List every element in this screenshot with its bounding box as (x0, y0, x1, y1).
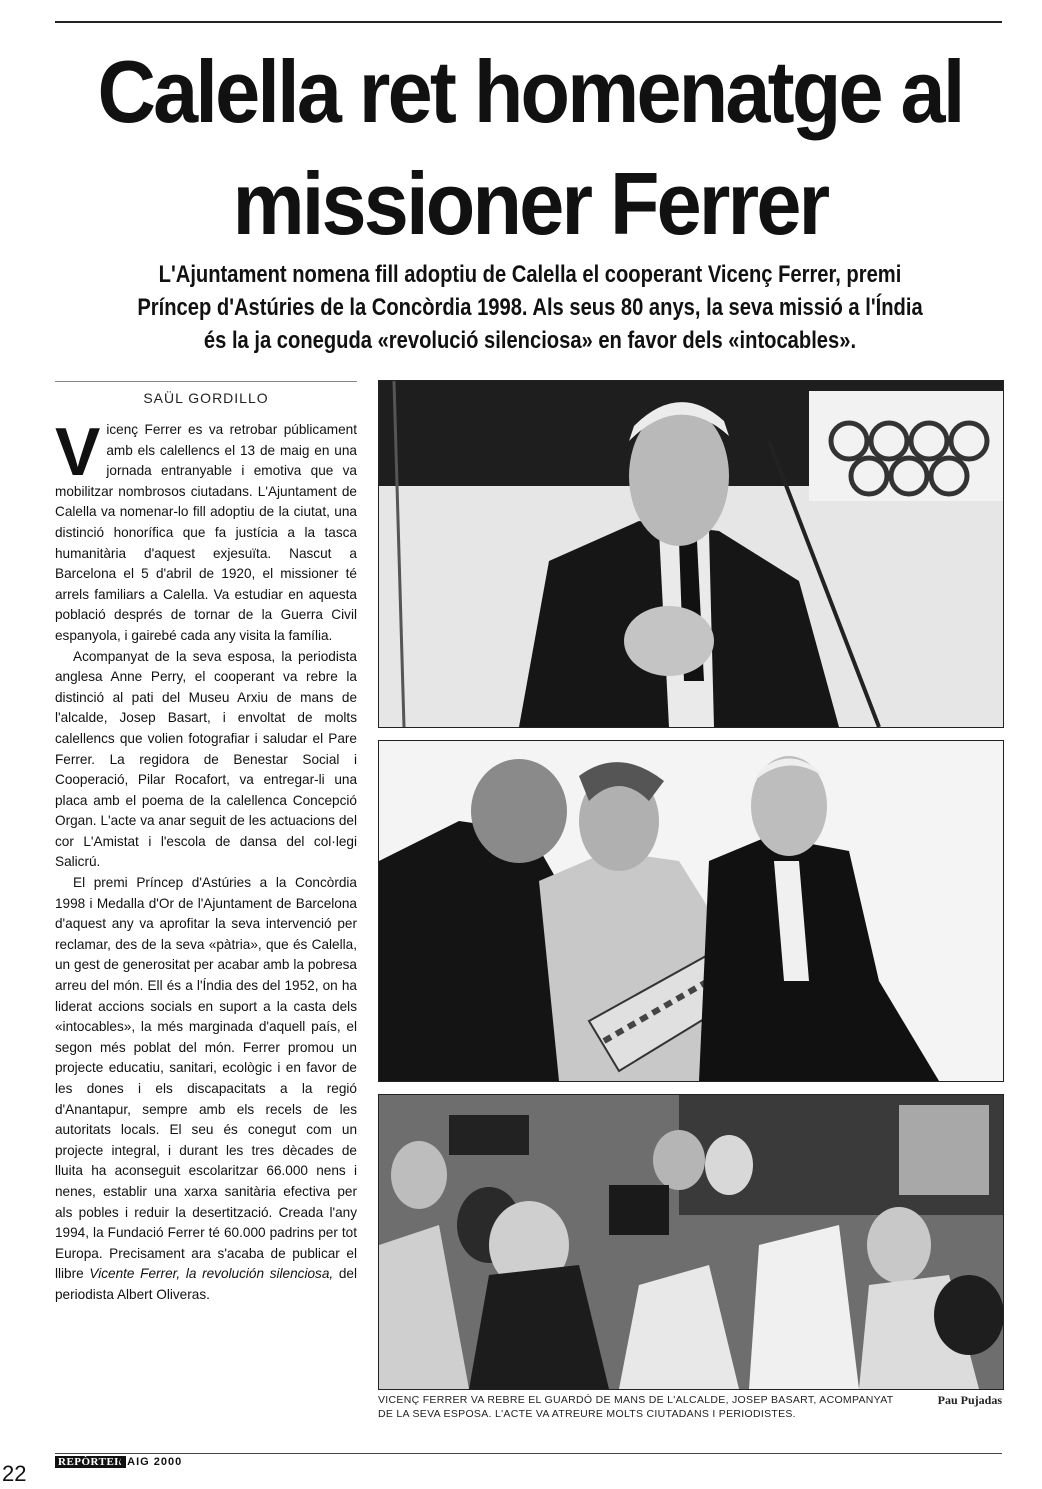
issue-date: MAIG 2000 (117, 1456, 183, 1468)
footer-rule (55, 1453, 1002, 1454)
photo-crowd-journalists (378, 1094, 1004, 1390)
paragraph-1-text: icenç Ferrer es va retrobar públicament amb els calellencs el 13 de maig en una jornada entranyable i emotiva que va mobilitzar nombrosos ciutadans. L'Ajuntament de Calella va nomenar-lo fill adoptiu de la ciutat, una distinció honorífica que fa justícia a la tasca humanitària d'aquest exjesuïta. Nascut a Barcelona el 5 d'abril de 1920, el missioner té arrels familiars a Calella. Va estudiar en aquesta població després de tornar de la Guerra Civil espanyola, i gairebé cada any visita la família. (55, 422, 357, 643)
article-paragraph-3 (55, 873, 357, 1305)
page-number: 22 (2, 1461, 27, 1486)
byline: SAÜL GORDILLO (143, 390, 269, 406)
deck-subtitle: L'Ajuntament nomena fill adoptiu de Calella el cooperant Vicenç Ferrer, premi Príncep d'Astúries de la Concòrdia 1998. Als seus 80 anys, la seva missió a l'Índia és la ja coneguda «revolució silenciosa» en favor dels «intocables». (137, 261, 923, 354)
photo-plaque-presentation-image (379, 741, 1003, 1081)
photo-ferrer-speaking (378, 380, 1004, 728)
headline: Calella ret homenatge al missioner Ferrer (97, 42, 963, 253)
book-title: Vicente Ferrer, la revolución silenciosa, (89, 1266, 334, 1282)
article-paragraph-1 (55, 414, 357, 647)
paragraph-3-end: del periodista Albert Oliveras. (55, 1266, 357, 1302)
article-paragraph-2: Acompanyat de la seva esposa, la periodista anglesa Anne Perry, el cooperant va rebre la distinció al pati del Museu Arxiu de mans de l'alcalde, Josep Basart, i envoltat de molts calellencs que volien fotografiar i saludar el Pare Ferrer. La regidora de Benestar Social i Cooperació, Pilar Rocafort, va entregar-li una placa amb el poema de la calellenca Concepció Organ. L'acte va anar seguit de les actuacions del cor L'Amistat i l'escola de dansa del col·legi Salicrú. (55, 648, 357, 870)
magazine-logo: REPÒRTER (55, 1456, 126, 1468)
column-rule (55, 381, 357, 382)
photo-credit: Pau Pujadas (937, 1393, 1002, 1407)
article-body (55, 414, 357, 1306)
top-rule (55, 21, 1002, 23)
photo-caption: VICENÇ FERRER VA REBRE EL GUARDÓ DE MANS DE L'ALCALDE, JOSEP BASART, ACOMPANYAT DE LA SEVA ESPOSA. L'ACTE VA ATREURE MOLTS CIUTADANS I PERIODISTES. (378, 1394, 894, 1420)
dropcap: V (55, 414, 101, 490)
photo-crowd-journalists-image (379, 1095, 1003, 1389)
paragraph-3-text: El premi Príncep d'Astúries a la Concòrdia 1998 i Medalla d'Or de l'Ajuntament de Barcelona d'aquest any va aprofitar la seva intervenció per reclamar, des de la seva «pàtria», que és Calella, un gest de generositat per acabar amb la pobresa arreu del món. Ell és a l'Índia des del 1952, on ha liderat accions socials en suport a la casta dels «intocables», la més marginada d'aquell país, el segon més poblat del món. Ferrer promou un projecte educatiu, sanitari, ecològic i en favor de les dones i els discapacitats a la regió d'Anantapur, sempre amb els recels de les autoritats locals. El seu és conegut com un projecte integral, i durant les tres dècades de lluita ha aconseguit escolaritzar 66.000 nens i nenes, establir una xarxa sanitària efectiva per als pobles i reduir la desertització. Creada l'any 1994, la Fundació Ferrer té 60.000 padrins per tot Europa. Precisament ara s'acaba de publicar el llibre (55, 875, 357, 1282)
photo-plaque-presentation (378, 740, 1004, 1082)
photo-ferrer-speaking-image (379, 381, 1003, 727)
